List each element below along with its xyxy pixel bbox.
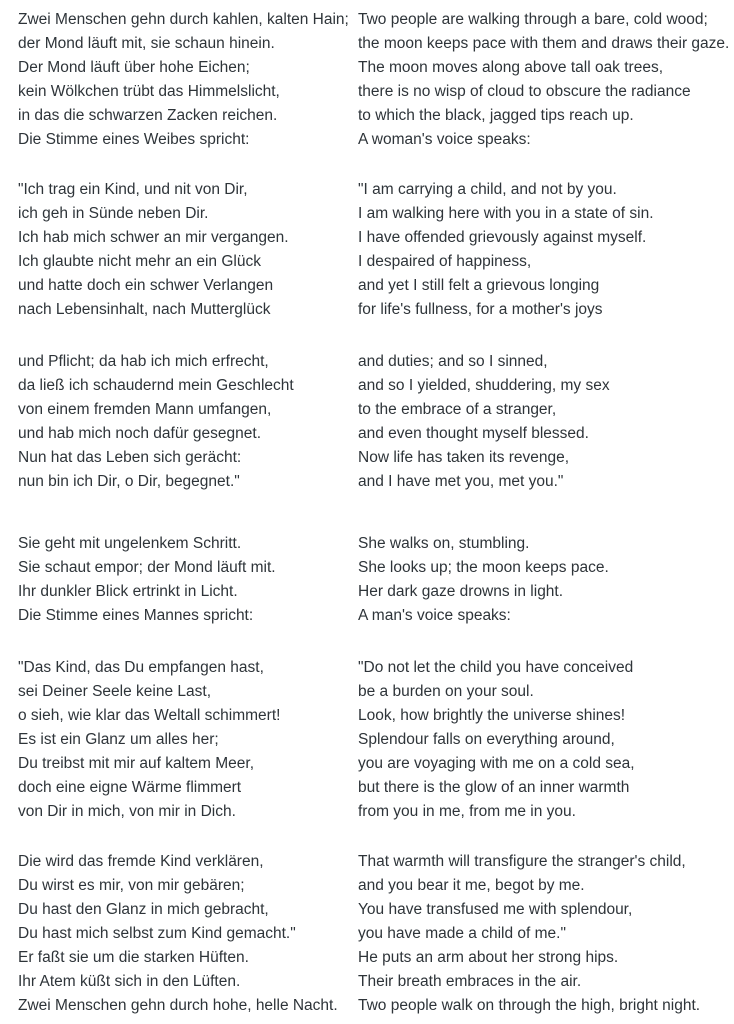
poem-line-german: ich geh in Sünde neben Dir. bbox=[18, 205, 209, 222]
poem-line-german: Du hast den Glanz in mich gebracht, bbox=[18, 901, 269, 918]
poem-line-english: and so I yielded, shuddering, my sex bbox=[358, 377, 610, 394]
poem-line-german: Ich glaubte nicht mehr an ein Glück bbox=[18, 253, 261, 270]
poem-line-english: and you bear it me, begot by me. bbox=[358, 877, 585, 894]
poem-line-german: kein Wölkchen trübt das Himmelslicht, bbox=[18, 83, 280, 100]
poem-line-german: Der Mond läuft über hohe Eichen; bbox=[18, 59, 250, 76]
german-column bbox=[18, 8, 358, 1018]
poem-line-german: da ließ ich schaudernd mein Geschlecht bbox=[18, 377, 294, 394]
poem-line-german: in das die schwarzen Zacken reichen. bbox=[18, 107, 278, 124]
poem-line-german: Er faßt sie um die starken Hüften. bbox=[18, 949, 249, 966]
poem-line-english: Now life has taken its revenge, bbox=[358, 449, 570, 466]
poem-line-german: von Dir in mich, von mir in Dich. bbox=[18, 803, 236, 820]
poem-line-english: "I am carrying a child, and not by you. bbox=[358, 181, 617, 198]
poem-line-english: He puts an arm about her strong hips. bbox=[358, 949, 619, 966]
poem-line-english: and even thought myself blessed. bbox=[358, 425, 589, 442]
poem-line-german: Die wird das fremde Kind verklären, bbox=[18, 853, 264, 870]
poem-line-german: "Das Kind, das Du empfangen hast, bbox=[18, 659, 264, 676]
poem-line-english: to which the black, jagged tips reach up. bbox=[358, 107, 634, 124]
poem-line-german: Nun hat das Leben sich gerächt: bbox=[18, 449, 242, 466]
stanza-4-german bbox=[18, 532, 358, 628]
poem-line-german: o sieh, wie klar das Weltall schimmert! bbox=[18, 707, 281, 724]
poem-line-german: Sie schaut empor; der Mond läuft mit. bbox=[18, 559, 276, 576]
poem-line-english: She walks on, stumbling. bbox=[358, 535, 530, 552]
poem-line-english: the moon keeps pace with them and draws their gaze. bbox=[358, 35, 730, 52]
poem-line-german: "Ich trag ein Kind, und nit von Dir, bbox=[18, 181, 248, 198]
poem-line-german: Die Stimme eines Mannes spricht: bbox=[18, 607, 254, 624]
poem-line-english: That warmth will transfigure the stranger's child, bbox=[358, 853, 686, 870]
stanza-5-english bbox=[358, 656, 734, 824]
poem-line-english: Their breath embraces in the air. bbox=[358, 973, 582, 990]
poem-line-german: nach Lebensinhalt, nach Mutterglück bbox=[18, 301, 271, 318]
poem-line-english: "Do not let the child you have conceived bbox=[358, 659, 634, 676]
stanza-5-german bbox=[18, 656, 358, 824]
poem-line-german: Ich hab mich schwer an mir vergangen. bbox=[18, 229, 289, 246]
english-column bbox=[358, 8, 734, 1018]
poem-line-german: Zwei Menschen gehn durch kahlen, kalten Hain; bbox=[18, 11, 349, 28]
stanza-2-german bbox=[18, 178, 358, 322]
poem-line-english: from you in me, from me in you. bbox=[358, 803, 576, 820]
stanza-4-english bbox=[358, 532, 734, 628]
stanza-6-german bbox=[18, 850, 358, 1018]
poem-line-english: you have made a child of me." bbox=[358, 925, 566, 942]
poem-line-english: You have transfused me with splendour, bbox=[358, 901, 633, 918]
poem-line-german: sei Deiner Seele keine Last, bbox=[18, 683, 212, 700]
poem-line-english: A man's voice speaks: bbox=[358, 607, 511, 624]
poem-line-german: und hab mich noch dafür gesegnet. bbox=[18, 425, 262, 442]
poem-line-german: der Mond läuft mit, sie schaun hinein. bbox=[18, 35, 275, 52]
poem-line-german: doch eine eigne Wärme flimmert bbox=[18, 779, 242, 796]
poem-line-german: und hatte doch ein schwer Verlangen bbox=[18, 277, 274, 294]
poem-line-english: The moon moves along above tall oak trees, bbox=[358, 59, 664, 76]
poem-line-english: She looks up; the moon keeps pace. bbox=[358, 559, 609, 576]
stanza-6-english bbox=[358, 850, 734, 1018]
poem-line-english: A woman's voice speaks: bbox=[358, 131, 531, 148]
poem-line-english: Look, how brightly the universe shines! bbox=[358, 707, 626, 724]
poem-line-german: Du wirst es mir, von mir gebären; bbox=[18, 877, 245, 894]
poem-line-english: to the embrace of a stranger, bbox=[358, 401, 557, 418]
poem-line-english: Her dark gaze drowns in light. bbox=[358, 583, 564, 600]
poem-line-german: Du hast mich selbst zum Kind gemacht." bbox=[18, 925, 296, 942]
poem-line-german: Es ist ein Glanz um alles her; bbox=[18, 731, 219, 748]
poem-line-german: Ihr dunkler Blick ertrinkt in Licht. bbox=[18, 583, 238, 600]
poem-line-english: and duties; and so I sinned, bbox=[358, 353, 548, 370]
poem-line-german: und Pflicht; da hab ich mich erfrecht, bbox=[18, 353, 269, 370]
poem-line-german: Sie geht mit ungelenkem Schritt. bbox=[18, 535, 242, 552]
stanza-3-english bbox=[358, 350, 734, 494]
poem-line-german: Ihr Atem küßt sich in den Lüften. bbox=[18, 973, 241, 990]
poem-line-english: I am walking here with you in a state of sin. bbox=[358, 205, 654, 222]
poem-line-english: I have offended grievously against myself. bbox=[358, 229, 647, 246]
poem-line-english: you are voyaging with me on a cold sea, bbox=[358, 755, 635, 772]
poem-line-german: von einem fremden Mann umfangen, bbox=[18, 401, 272, 418]
stanza-2-english bbox=[358, 178, 734, 322]
poem-line-english: Splendour falls on everything around, bbox=[358, 731, 615, 748]
poem-line-german: Du treibst mit mir auf kaltem Meer, bbox=[18, 755, 255, 772]
poem-line-english: I despaired of happiness, bbox=[358, 253, 532, 270]
stanza-1-english bbox=[358, 8, 734, 152]
poem-line-english: Two people are walking through a bare, cold wood; bbox=[358, 11, 708, 28]
stanza-3-german bbox=[18, 350, 358, 494]
poem-line-english: but there is the glow of an inner warmth bbox=[358, 779, 630, 796]
poem-line-english: there is no wisp of cloud to obscure the radiance bbox=[358, 83, 691, 100]
poem-line-english: Two people walk on through the high, bright night. bbox=[358, 997, 701, 1014]
stanza-1-german bbox=[18, 8, 358, 152]
poem-line-german: Die Stimme eines Weibes spricht: bbox=[18, 131, 250, 148]
poem-line-english: and I have met you, met you." bbox=[358, 473, 564, 490]
poem-line-german: nun bin ich Dir, o Dir, begegnet." bbox=[18, 473, 240, 490]
poem-line-english: and yet I still felt a grievous longing bbox=[358, 277, 600, 294]
poem-line-german: Zwei Menschen gehn durch hohe, helle Nacht. bbox=[18, 997, 338, 1014]
poem-line-english: for life's fullness, for a mother's joys bbox=[358, 301, 603, 318]
poem-line-english: be a burden on your soul. bbox=[358, 683, 534, 700]
